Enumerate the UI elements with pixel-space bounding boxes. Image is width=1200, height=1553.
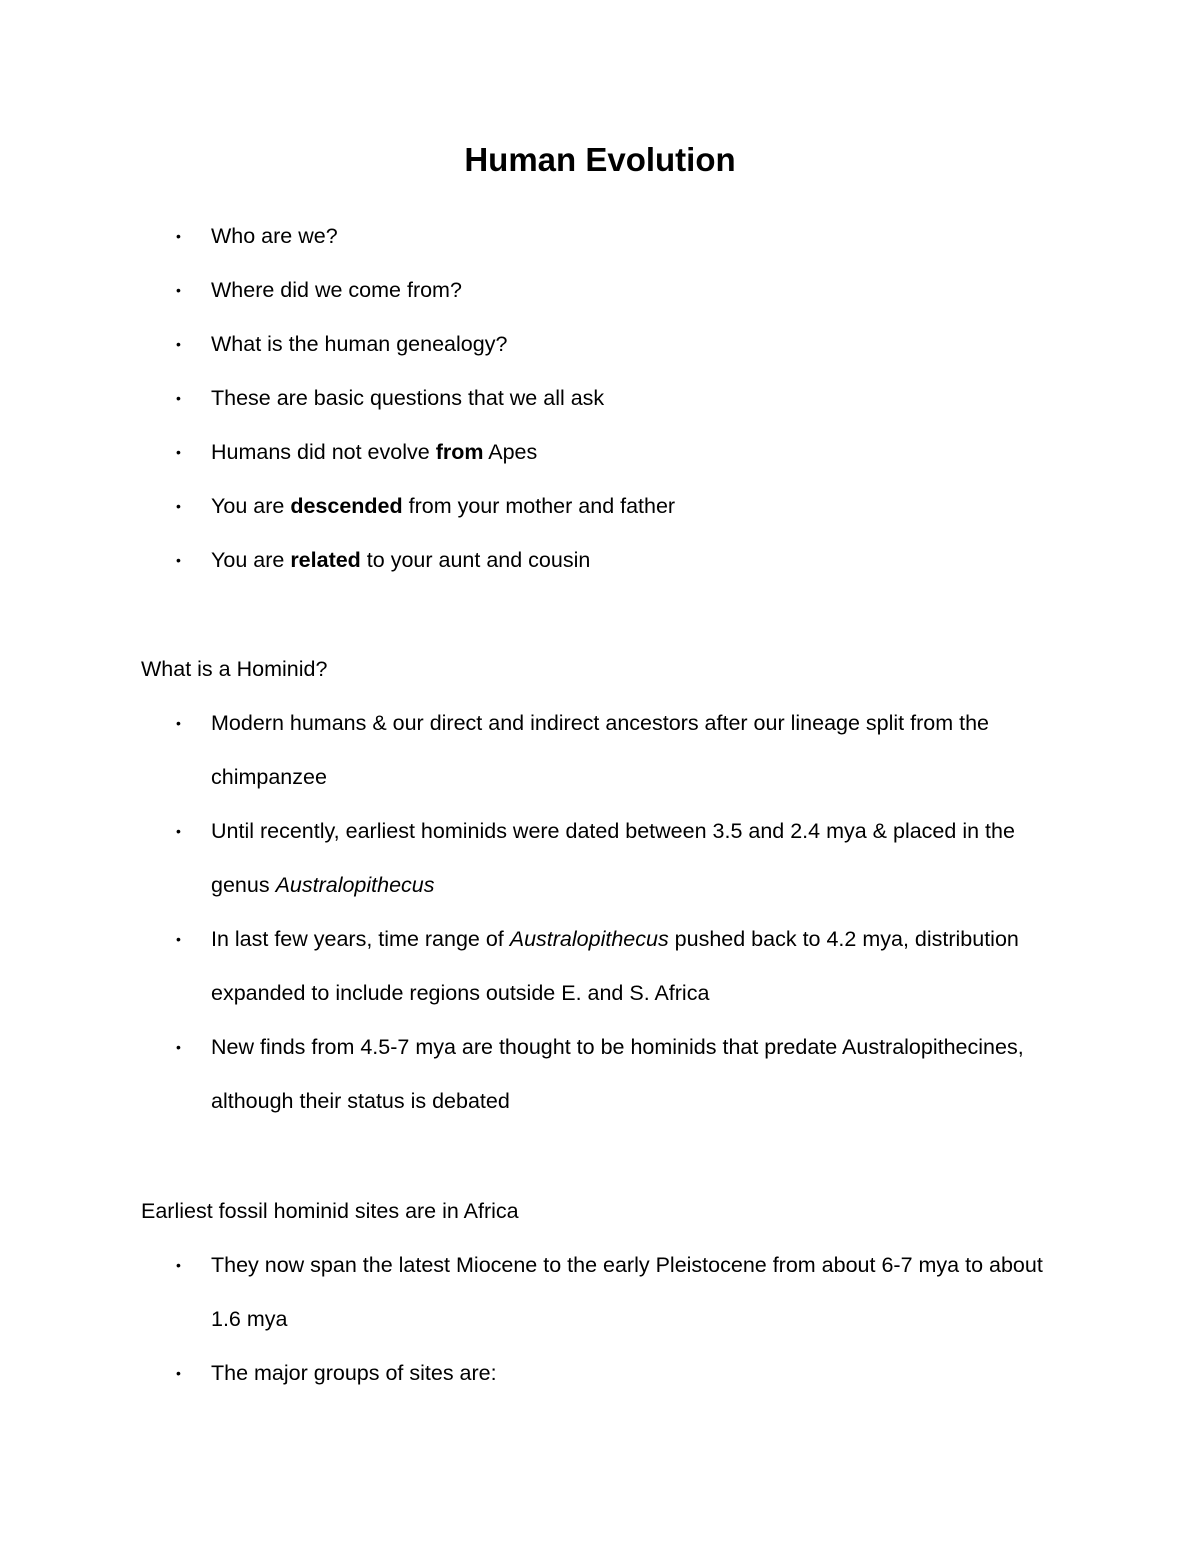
bullet-icon: •: [176, 228, 181, 244]
emphasis-text: descended: [290, 494, 403, 518]
bullet-icon: •: [176, 282, 181, 298]
list-item: [0, 1020, 1071, 1128]
list-item-text-pre: You are: [211, 494, 291, 518]
list-item-text-post: pushed back to 4.2 mya, distribution expanded to include regions outside E. and S. Africa: [211, 927, 1019, 1005]
bullet-icon: •: [176, 1257, 181, 1273]
bullet-icon: •: [176, 552, 181, 568]
bullet-icon: •: [176, 444, 181, 460]
list-item-text-pre: In last few years, time range of: [211, 927, 510, 951]
emphasis-text: related: [290, 548, 361, 572]
bullet-icon: •: [176, 823, 181, 839]
section-heading-sites: Earliest fossil hominid sites are in Africa: [141, 1199, 519, 1223]
list-item-text: The major groups of sites are:: [211, 1361, 497, 1385]
list-item: [0, 1238, 1071, 1346]
bullet-icon: •: [176, 1365, 181, 1381]
section-heading-hominid: What is a Hominid?: [141, 657, 328, 681]
list-item: [0, 263, 1071, 317]
hominid-list: [0, 696, 1200, 1128]
list-item-text-pre: Until recently, earliest hominids were dated between 3.5 and 2.4 mya & placed in the genus: [211, 819, 1015, 897]
list-item-text: Who are we?: [211, 224, 338, 248]
list-item-text: Where did we come from?: [211, 278, 462, 302]
intro-question-list: [0, 209, 1200, 587]
bullet-icon: •: [176, 931, 181, 947]
bullet-icon: •: [176, 336, 181, 352]
list-item-text: New finds from 4.5-7 mya are thought to be hominids that predate Australopithecines, although their status is debated: [211, 1035, 1024, 1113]
list-item-text: They now span the latest Miocene to the early Pleistocene from about 6-7 mya to about 1.6 mya: [211, 1253, 1043, 1331]
list-item-text: These are basic questions that we all ask: [211, 386, 605, 410]
genus-name: Australopithecus: [509, 927, 669, 951]
emphasis-text: from: [435, 440, 484, 464]
list-item: [0, 371, 1071, 425]
list-item: [0, 912, 1071, 1020]
list-item-text-post: from your mother and father: [402, 494, 676, 518]
list-item-text: What is the human genealogy?: [211, 332, 508, 356]
document-title: Human Evolution: [464, 141, 736, 178]
bullet-icon: •: [176, 1039, 181, 1055]
bullet-icon: •: [176, 390, 181, 406]
list-item: [0, 209, 1071, 263]
bullet-icon: •: [176, 498, 181, 514]
bullet-icon: •: [176, 715, 181, 731]
list-item: [0, 1346, 1071, 1400]
list-item-text-post: Apes: [483, 440, 538, 464]
sites-list: [0, 1238, 1200, 1400]
list-item-text-post: to your aunt and cousin: [360, 548, 591, 572]
list-item: [0, 533, 1071, 587]
list-item: [0, 479, 1071, 533]
list-item: [0, 425, 1071, 479]
list-item: [0, 804, 1071, 912]
list-item-text-pre: Humans did not evolve: [211, 440, 436, 464]
list-item-text: Modern humans & our direct and indirect ancestors after our lineage split from the chimpanzee: [211, 711, 989, 789]
list-item: [0, 317, 1071, 371]
list-item-text-pre: You are: [211, 548, 291, 572]
genus-name: Australopithecus: [275, 873, 435, 897]
list-item: [0, 696, 1071, 804]
